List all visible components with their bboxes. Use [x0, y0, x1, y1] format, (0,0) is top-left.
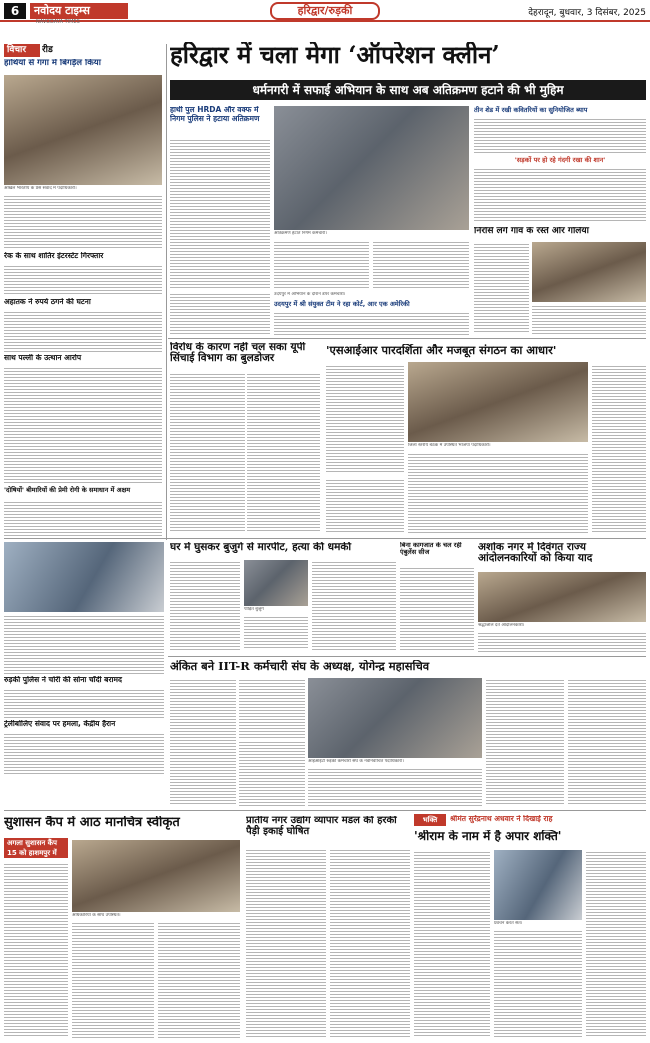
- story7-body-2: [239, 678, 305, 738]
- story8-body-1: [4, 862, 68, 1038]
- story8-headline: सुशासन कैंप में आठ मानचित्र स्वीकृत: [4, 816, 180, 830]
- story9-body-1: [246, 848, 326, 1038]
- right-top-body-2: [474, 167, 646, 223]
- story4-body-3: [312, 560, 396, 650]
- story3-photo: [408, 362, 588, 442]
- left-item-2: अहातक ने रुपये ठगने की घटना: [4, 298, 91, 306]
- story5-body: [400, 566, 474, 650]
- story4-photo: [244, 560, 308, 606]
- story7-photo: [308, 678, 482, 758]
- left-photo-caption: अखिल भारतीय के प्रेस संवाद में पदाधिकारी।: [4, 186, 77, 191]
- story7-body-5: [486, 678, 564, 806]
- left-label: विचार: [4, 44, 40, 57]
- story8-photo-caption: अधिकारियों के साथ उपस्थित।: [72, 913, 121, 918]
- story7-body-1: [170, 678, 236, 806]
- right-top-sub: 'सड़कों पर हो रहे गंदगी रखा की शान': [514, 156, 606, 164]
- main-subheadline: धर्मनगरी में सफाई अभियान के साथ अब अतिक्रमण हटाने की भी मुहिम: [170, 80, 646, 100]
- middle-headline: उदयपुर में श्री संयुक्त टीम ने रहा कोर्ट, आर एक अमेरिकी: [274, 300, 410, 308]
- story10-photo: [494, 850, 582, 920]
- rule-1: [168, 338, 646, 339]
- small-tag: NAVODAYA TIMES: [36, 19, 80, 25]
- story2-headline: विरोध के कारण नहीं चल सका यूपी सिंचाई विभाग का बुलडोजर: [170, 342, 306, 365]
- left-photo: [4, 75, 162, 185]
- story10-body-2: [494, 929, 582, 1038]
- left-item-4: 'दोषियों' बीमारियों की प्रेमी रोगी के समाधान में अक्षम: [4, 486, 131, 494]
- story4-headline: घर में घुसकर बुजुर्ग से मारपीट, हत्या की धमकी: [170, 542, 352, 553]
- story3-body-2: [592, 364, 646, 534]
- right-photo: [532, 242, 646, 302]
- main-headline: हरिद्वार में चला मेगा ‘ऑपरेशन क्लीन’: [170, 42, 500, 69]
- left-body-1: [4, 194, 162, 250]
- story9-body-2: [330, 848, 410, 1038]
- left-body-2: [4, 264, 162, 296]
- story7-body-3: [239, 740, 305, 806]
- left-mid-item-1: रुड़की पुलिस ने चोरी की सोना चाँदी बरामद: [4, 676, 122, 684]
- story2-body-1: [170, 372, 245, 532]
- rule-3: [168, 656, 646, 657]
- story7-headline: अंकित बने IIT-R कर्मचारी संघ के अध्यक्ष, योगेन्द्र महासचिव: [170, 660, 430, 673]
- story7-body-6: [568, 678, 646, 806]
- main-body-2: [274, 240, 369, 290]
- left-body-8: [4, 732, 164, 776]
- story10-headline: 'श्रीराम के नाम में है अपार शक्ति': [414, 830, 562, 843]
- main-body-4: [170, 292, 270, 335]
- rule-4: [4, 810, 646, 811]
- main-kicker: हाथी पुल HRDA और वक्फ में निगम पुलिस ने हटाया अतिक्रमण: [170, 106, 260, 123]
- main-photo: [274, 106, 469, 230]
- middle-body: [274, 311, 469, 335]
- bhakti-headline: श्रीमंत सुरेंद्रनाथ अधवार ने दिखाई राह: [450, 815, 553, 823]
- dateline: देहरादून, बुधवार, 3 दिसंबर, 2025: [528, 8, 646, 18]
- left-body-7: [4, 688, 164, 718]
- story3-body-4: [326, 478, 404, 534]
- story8-body-3: [158, 921, 240, 1038]
- story7-body-4: [308, 767, 482, 806]
- left-label-rest: रीड: [42, 45, 53, 55]
- right-body-3: [474, 242, 529, 334]
- section-label: हरिद्वार/रुड़की: [270, 2, 380, 20]
- story6-headline: अशोक नगर में दिवंगत राज्य आंदोलनकारियों को किया याद: [478, 542, 593, 565]
- story8-sub-headline: अगला सुशासन कैंप 15 को हाशमपुर में: [4, 838, 68, 858]
- story2-body-2: [247, 372, 320, 532]
- paper-name: नवोदय टाइम्स: [30, 3, 128, 19]
- rule-2: [4, 538, 646, 539]
- story3-photo-caption: जिला स्तरीय बैठक में उपस्थित भाजपा पदाधिकारी।: [408, 443, 491, 448]
- left-body-3: [4, 310, 162, 352]
- story7-photo-caption: आईआईटी रुड़की कर्मचारी संघ के नवनिर्वाचित पदाधिकारी।: [308, 759, 404, 764]
- left-mid-item-2: ट्रेलीबोलिए संवाद पर हमला, केंद्रीय हैरान: [4, 720, 116, 728]
- left-item-1: रेक के साथ शातिर इंटरस्टेट गिरफ्तार: [4, 252, 104, 260]
- right-headline-2: निरोसे लगे गांव के रस्ते और गलियां: [474, 227, 589, 236]
- middle-photo-caption: उदयपुर में अभियान के दौरान डंपर कर्मचारी।: [274, 292, 346, 297]
- main-photo-caption: अतिक्रमण हटाते निगम कर्मचारी।: [274, 231, 328, 236]
- left-photo-2: [4, 542, 164, 612]
- story10-body-3: [586, 850, 646, 1038]
- story6-photo-caption: श्रद्धांजलि देते आंदोलनकारी।: [478, 623, 525, 628]
- story4-body-1: [170, 560, 240, 650]
- right-body-4: [532, 304, 646, 334]
- story8-photo: [72, 840, 240, 912]
- story10-photo-caption: प्रवचन करते संत।: [494, 921, 523, 926]
- left-body-4: [4, 366, 162, 484]
- story5-headline: बिना कागजात के चल रही एंबुलेंस सीज: [400, 542, 462, 556]
- story6-body: [478, 631, 646, 653]
- story10-body-1: [414, 850, 490, 1038]
- right-top-headline: तीन शेड में रखी कवितरियों का सुनियोजित ब्याप: [474, 106, 588, 114]
- bhakti-label: भक्ति: [414, 814, 446, 826]
- left-body-5: [4, 500, 162, 538]
- left-body-6: [4, 614, 164, 674]
- story6-photo: [478, 572, 646, 622]
- page-number: 6: [4, 3, 26, 19]
- story8-body-2: [72, 921, 154, 1038]
- story3-body-1: [326, 364, 404, 474]
- story9-headline: प्रांतीय नगर उद्योग व्यापार मंडल की हरकी पैड़ी इकाई घोषित: [246, 816, 397, 837]
- main-body-3: [373, 240, 469, 290]
- main-body-1: [170, 138, 270, 288]
- story3-headline: 'एसआईआर पारदर्शिता और मजबूत संगठन का आधार': [326, 344, 557, 357]
- right-top-body: [474, 117, 646, 153]
- left-item-3: साथ पल्ली के उत्थान आरोप: [4, 354, 82, 362]
- story4-body-2: [244, 615, 308, 650]
- column-rule: [166, 44, 167, 540]
- story4-photo-caption: पीड़ित बुजुर्ग: [244, 607, 264, 612]
- left-headline: हाथियों से गंगा में बिगड़ैल किया: [4, 59, 101, 68]
- story3-body-3: [408, 452, 588, 534]
